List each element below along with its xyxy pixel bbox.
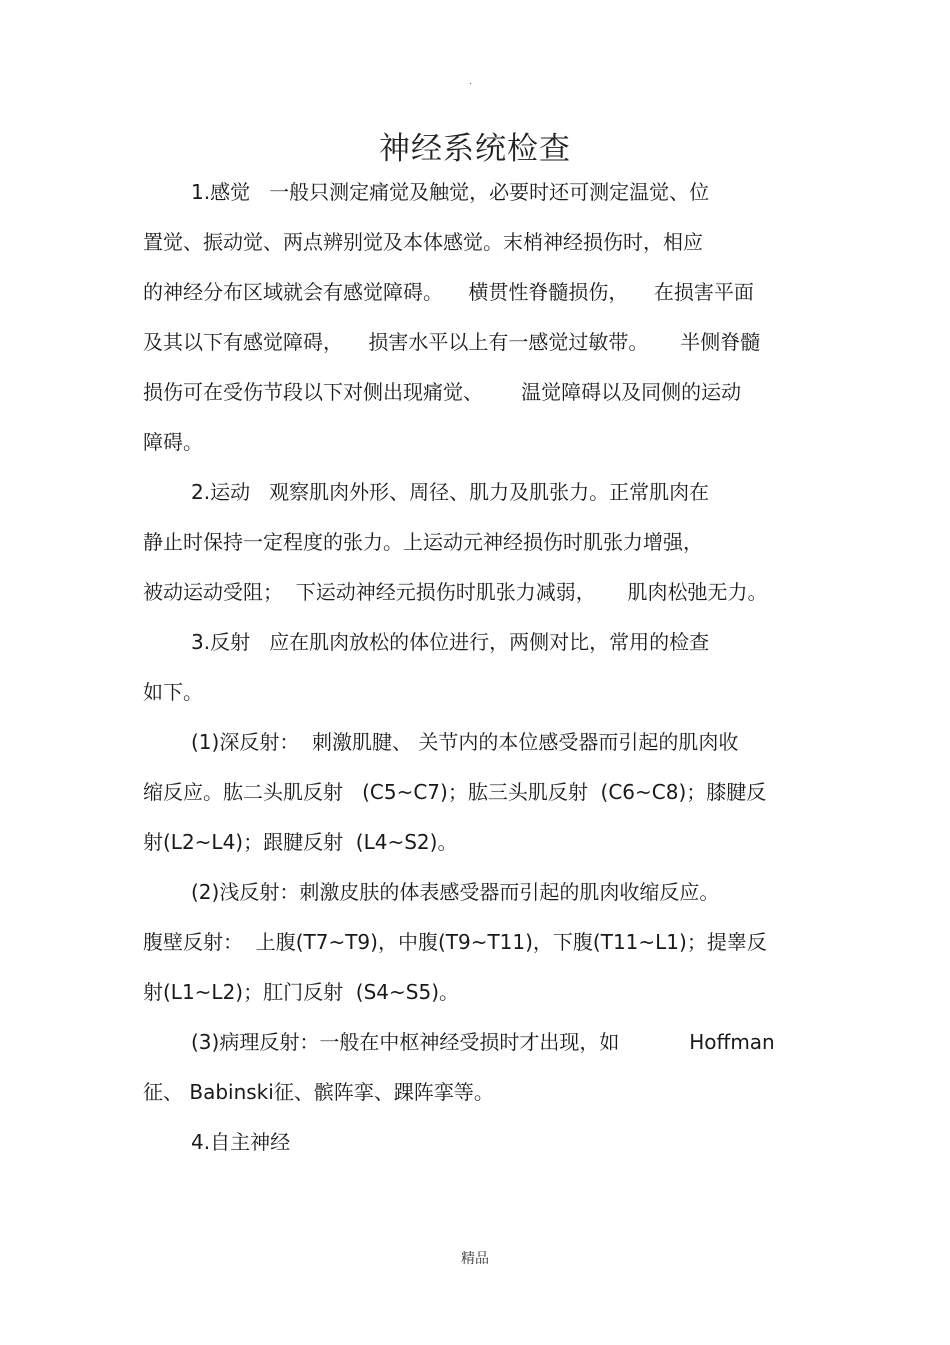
paragraph-line: (3)病理反射：一般在中枢神经受损时才出现，如 Hoffman	[191, 1030, 775, 1054]
paragraph-line: 及其以下有感觉障碍， 损害水平以上有一感觉过敏带。 半侧脊髓	[143, 330, 761, 354]
paragraph-line: (1)深反射： 刺激肌腱、 关节内的本位感受器而引起的肌肉收	[191, 730, 739, 754]
paragraph-line: 被动运动受阻； 下运动神经元损伤时肌张力减弱， 肌肉松弛无力。	[143, 580, 768, 604]
paragraph-line: 置觉、振动觉、两点辨别觉及本体感觉。末梢神经损伤时，相应	[143, 230, 703, 254]
paragraph-line: 4.自主神经	[191, 1130, 291, 1154]
paragraph-line: 3.反射 应在肌肉放松的体位进行，两侧对比，常用的检查	[191, 630, 710, 654]
header-dot: .	[469, 76, 473, 87]
paragraph-line: 射(L1~L2)；肛门反射 (S4~S5)。	[143, 980, 460, 1004]
paragraph-line: 如下。	[143, 680, 203, 704]
paragraph-line: 静止时保持一定程度的张力。上运动元神经损伤时肌张力增强，	[143, 530, 703, 554]
paragraph-line: 缩反应。肱二头肌反射 (C5~C7)；肱三头肌反射 (C6~C8)；膝腱反	[143, 780, 767, 804]
paragraph-line: 2.运动 观察肌肉外形、周径、肌力及肌张力。正常肌肉在	[191, 480, 710, 504]
paragraph-line: 腹壁反射： 上腹(T7~T9)，中腹(T9~T11)，下腹(T11~L1)；提睾反	[143, 930, 767, 954]
page-footer: 精品	[461, 1251, 489, 1267]
paragraph-line: (2)浅反射：刺激皮肤的体表感受器而引起的肌肉收缩反应。	[191, 880, 720, 904]
page-title: 神经系统检查	[379, 131, 571, 167]
paragraph-line: 1.感觉 一般只测定痛觉及触觉，必要时还可测定温觉、位	[191, 180, 710, 204]
paragraph-line: 的神经分布区域就会有感觉障碍。 横贯性脊髓损伤， 在损害平面	[143, 280, 754, 304]
paragraph-line: 射(L2~L4)；跟腱反射 (L4~S2)。	[143, 830, 458, 854]
paragraph-line: 损伤可在受伤节段以下对侧出现痛觉、 温觉障碍以及同侧的运动	[143, 380, 742, 404]
paragraph-line: 征、 Babinski征、髌阵挛、踝阵挛等。	[143, 1080, 494, 1104]
paragraph-line: 障碍。	[143, 430, 203, 454]
